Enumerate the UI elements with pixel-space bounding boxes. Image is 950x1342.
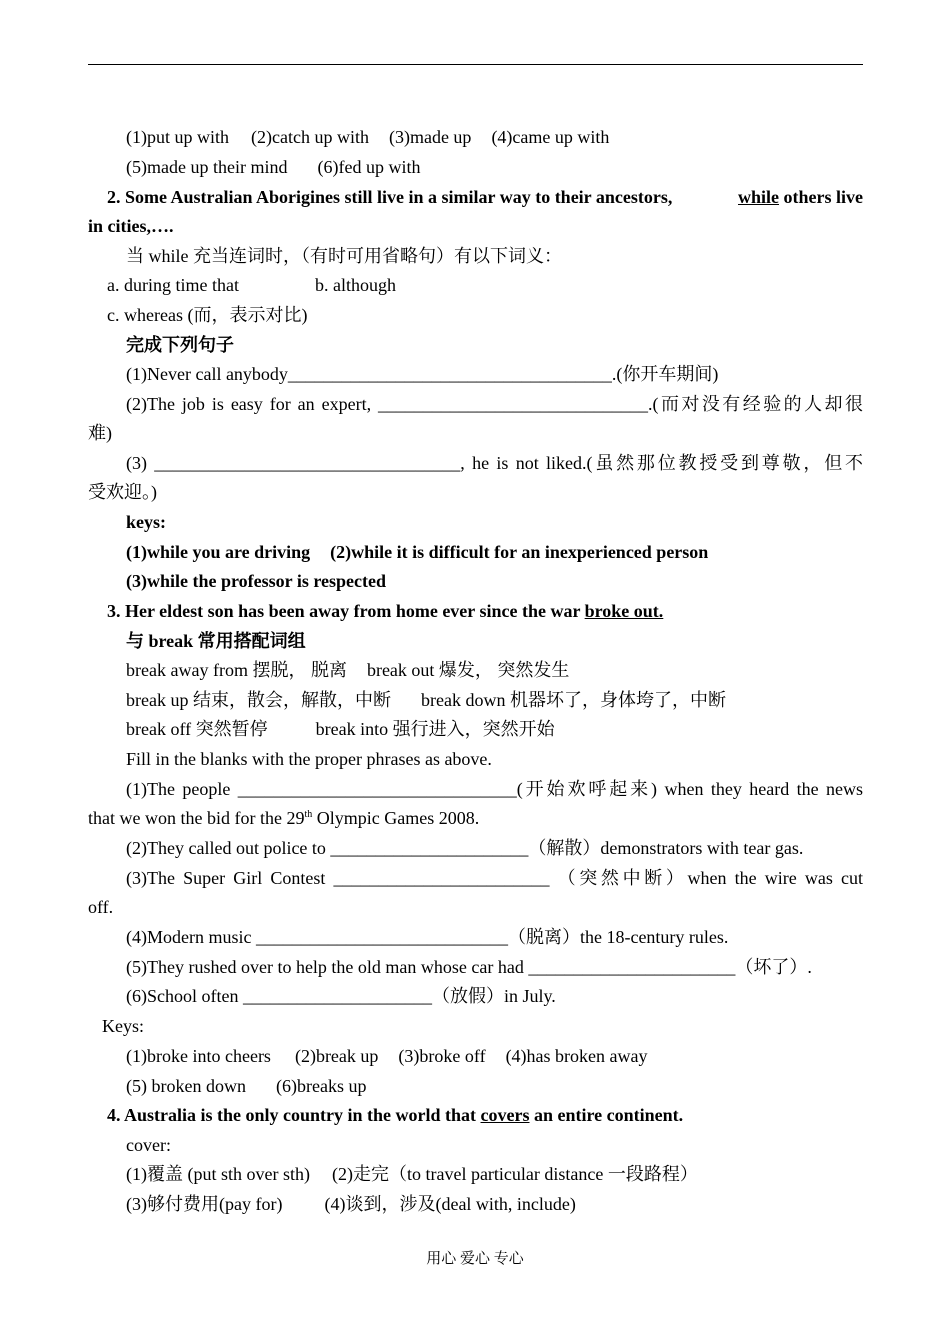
key-answer: (1)while you are driving	[126, 542, 311, 562]
vocab-word: cover:	[126, 1135, 171, 1155]
key-answer: (1)broke into cheers	[126, 1046, 271, 1066]
key-answer: (2)while it is difficult for an inexperienced person	[330, 542, 709, 562]
collocation: break out 爆发， 突然发生	[366, 660, 570, 680]
section-heading-4	[107, 1104, 683, 1126]
meaning-row	[126, 1193, 576, 1215]
exercise-question-1-cont	[88, 807, 479, 829]
phrase-options-row-1	[126, 126, 609, 148]
meaning-row	[126, 1163, 698, 1185]
key-answer: (3)while the professor is respected	[126, 571, 386, 591]
exercise-instruction: Fill in the blanks with the proper phrases as above.	[126, 749, 492, 769]
collocation: break off 突然暂停	[126, 719, 268, 739]
option: (2)catch up with	[251, 127, 369, 147]
heading-text: others live	[783, 187, 863, 207]
keys-row	[126, 1075, 366, 1097]
exercise-question-3: (3)The Super Girl Contest ________________________ （突然中断）when the wire was cut	[126, 868, 863, 888]
option: (4)came up with	[491, 127, 610, 147]
heading-text: an entire continent.	[534, 1105, 684, 1125]
key-answer: (6)breaks up	[275, 1076, 367, 1096]
section-heading-3	[107, 600, 663, 622]
collocation: break up 结束，散会，解散，中断	[126, 690, 391, 710]
exercise-question-2: (2)They called out police to ______________________（解散）demonstrators with tear gas.	[126, 838, 804, 858]
question-text: Olympic Games 2008.	[312, 808, 480, 828]
heading-text: 2. Some Australian Aborigines still live in a similar way to their ancestors,	[107, 187, 673, 207]
collocation: break down 机器坏了，身体垮了，中断	[420, 690, 726, 710]
key-answer: (4)has broken away	[505, 1046, 648, 1066]
keys-row	[126, 1045, 648, 1067]
superscript: th	[304, 809, 313, 820]
collocation-row	[126, 718, 555, 740]
exercise-question-4: (4)Modern music ____________________________（脱离）the 18-century rules.	[126, 927, 729, 947]
keys-label: keys:	[126, 512, 166, 532]
option: (1)put up with	[126, 127, 229, 147]
exercise-question-3-cont: 受欢迎。)	[88, 482, 157, 502]
keys-label: Keys:	[102, 1016, 144, 1036]
section-heading-2-cont: in cities,….	[88, 216, 174, 236]
collocation: break away from 摆脱， 脱离	[126, 660, 347, 680]
exercise-question-2: (2)The job is easy for an expert, ______________________________.(而对没有经验的人却很	[126, 394, 863, 414]
key-answer: (3)broke off	[398, 1046, 486, 1066]
exercise-title: 完成下列句子	[126, 335, 234, 355]
meaning: (1)覆盖 (put sth over sth)	[126, 1164, 310, 1184]
usage-intro: 当 while 充当连词时，（有时可用省略句）有以下词义：	[126, 246, 562, 266]
exercise-question-2-cont: 难)	[88, 423, 112, 443]
key-word: broke out.	[584, 601, 664, 621]
collocation: break into 强行进入，突然开始	[315, 719, 555, 739]
collocation-row	[126, 689, 726, 711]
sense-list	[107, 274, 396, 296]
page-footer: 用心 爱心 专心	[426, 1251, 524, 1267]
key-word: while	[738, 187, 780, 207]
key-answer: (5) broken down	[126, 1076, 246, 1096]
section-heading-2	[107, 186, 863, 208]
collocation-title: 与 break 常用搭配词组	[126, 631, 306, 651]
exercise-question-5: (5)They rushed over to help the old man whose car had _______________________（坏了）.	[126, 957, 812, 977]
exercise-question-1: (1)The people _______________________________(开始欢呼起来) when they heard the news	[126, 779, 863, 799]
header-rule	[88, 64, 863, 65]
question-text: that we won the bid for the 29	[88, 808, 305, 828]
meaning: (4)谈到，涉及(deal with, include)	[324, 1194, 576, 1214]
exercise-question-3: (3) __________________________________, he is not liked.(虽然那位教授受到尊敬，但不	[126, 453, 863, 473]
keys-row	[126, 541, 708, 563]
exercise-question-6: (6)School often _____________________（放假）in July.	[126, 986, 556, 1006]
heading-text: 3. Her eldest son has been away from home ever since the war	[107, 601, 581, 621]
meaning: (3)够付费用(pay for)	[126, 1194, 283, 1214]
exercise-question-1: (1)Never call anybody____________________________________.(你开车期间)	[126, 364, 719, 384]
sense-c: c. whereas (而，表示对比)	[107, 305, 308, 325]
option: (6)fed up with	[317, 157, 421, 177]
key-word: covers	[480, 1105, 530, 1125]
sense-a: a. during time that	[107, 275, 239, 295]
heading-text: 4. Australia is the only country in the world that	[107, 1105, 477, 1125]
collocation-row	[126, 659, 569, 681]
key-answer: (2)break up	[294, 1046, 379, 1066]
sense-b: b. although	[314, 275, 396, 295]
phrase-options-row-2	[126, 156, 420, 178]
meaning: (2)走完（to travel particular distance 一段路程）	[331, 1164, 698, 1184]
exercise-question-3-cont: off.	[88, 897, 114, 917]
option: (5)made up their mind	[126, 157, 288, 177]
option: (3)made up	[388, 127, 472, 147]
